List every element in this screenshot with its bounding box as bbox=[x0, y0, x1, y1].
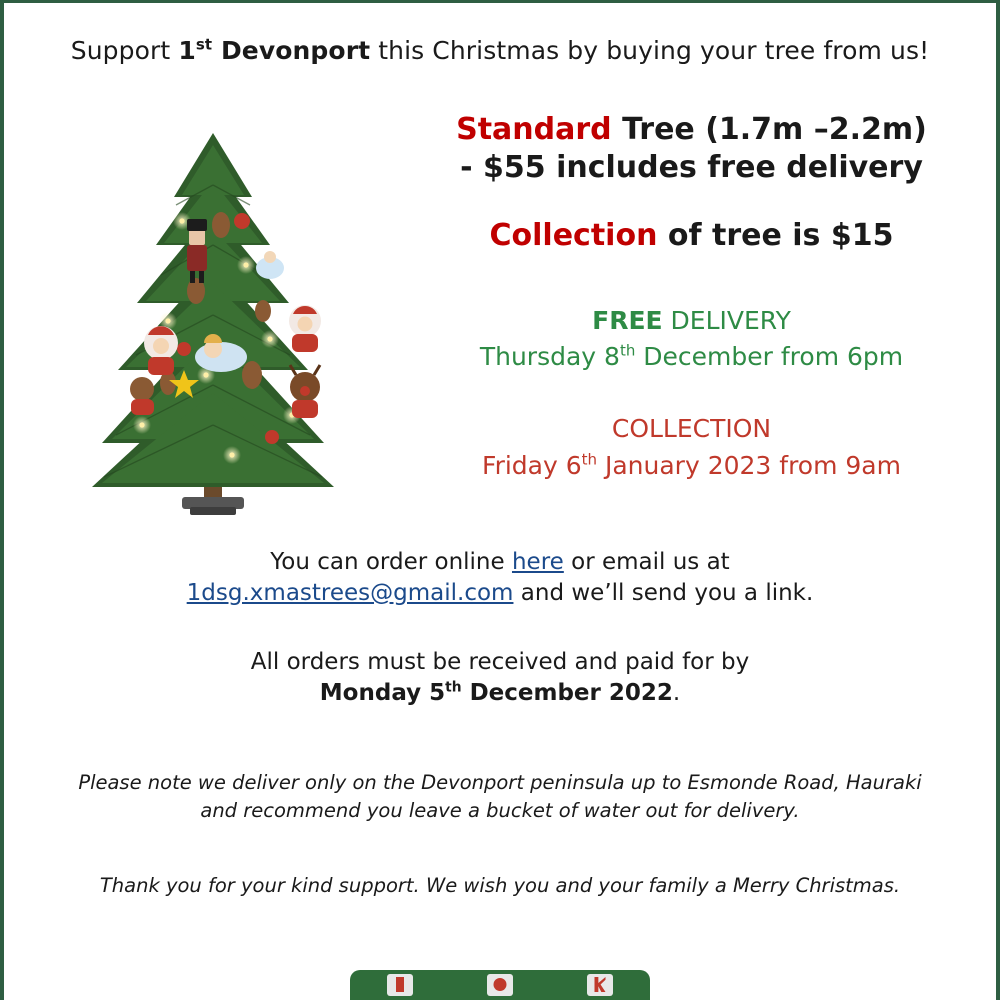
deadline-period: . bbox=[672, 680, 681, 707]
deadline-date bbox=[320, 680, 673, 706]
order-line-suffix: or email us at bbox=[563, 549, 730, 575]
headline-org-suffix: st bbox=[195, 35, 213, 54]
offer-block bbox=[399, 103, 984, 484]
thank-you-message: Thank you for your kind support. We wish you and your family a Merry Christmas. bbox=[99, 873, 901, 897]
order-line2-suffix: and we’ll send you a link. bbox=[513, 580, 814, 607]
collection-date-rest: January 2023 from 9am bbox=[597, 450, 901, 480]
page-title bbox=[4, 36, 996, 65]
headline-prefix: Support bbox=[70, 36, 179, 65]
deadline-line1: All orders must be received and paid for by bbox=[250, 649, 750, 676]
logo-badge-right-icon bbox=[587, 974, 613, 996]
scouts-logo bbox=[350, 970, 650, 1000]
collection-date-suffix: th bbox=[581, 450, 598, 469]
collection-price: of tree is $15 bbox=[657, 217, 894, 253]
standard-label: Standard bbox=[456, 112, 612, 147]
order-line-prefix: You can order online bbox=[270, 549, 512, 575]
free-word: FREE bbox=[592, 305, 663, 335]
delivery-date-prefix: Thursday 8 bbox=[479, 342, 620, 372]
standard-price: - $55 includes free delivery bbox=[460, 150, 923, 186]
delivery-date-suffix: th bbox=[619, 341, 636, 360]
christmas-tree-image bbox=[56, 125, 376, 545]
footer-logo-strip bbox=[4, 968, 996, 1000]
standard-tree-offer bbox=[399, 111, 984, 188]
main-content-row bbox=[4, 103, 996, 533]
standard-size: Tree (1.7m –2.2m) bbox=[611, 112, 927, 147]
collection-label: Collection bbox=[489, 217, 658, 253]
logo-badge-left-icon bbox=[387, 974, 413, 996]
order-instructions bbox=[4, 547, 996, 609]
collection-title: COLLECTION bbox=[611, 414, 772, 444]
headline-org-number: 1 bbox=[178, 36, 196, 65]
collection-offer bbox=[399, 218, 984, 253]
delivery-word: DELIVERY bbox=[662, 305, 791, 335]
logo-badge-middle-icon bbox=[487, 974, 513, 996]
deadline-date-prefix: Monday 5 bbox=[319, 680, 446, 707]
deadline-date-suffix: th bbox=[445, 679, 462, 696]
payment-deadline bbox=[4, 647, 996, 709]
delivery-date-rest: December from 6pm bbox=[635, 342, 904, 372]
collection-details bbox=[399, 411, 984, 484]
headline-org bbox=[178, 36, 370, 65]
christmas-tree-icon bbox=[56, 125, 376, 545]
collection-date-prefix: Friday 6 bbox=[482, 450, 582, 480]
headline-org-name: Devonport bbox=[212, 36, 371, 65]
email-link[interactable]: 1dsg.xmastrees@gmail.com bbox=[186, 580, 514, 607]
delivery-details bbox=[399, 303, 984, 376]
deadline-date-rest: December 2022 bbox=[461, 680, 673, 707]
order-online-link[interactable]: here bbox=[511, 549, 564, 575]
headline-suffix: this Christmas by buying your tree from us! bbox=[370, 36, 930, 65]
delivery-note: Please note we deliver only on the Devonport peninsula up to Esmonde Road, Hauraki and recommend you leave a bucket of water out for delivery. bbox=[78, 771, 922, 823]
